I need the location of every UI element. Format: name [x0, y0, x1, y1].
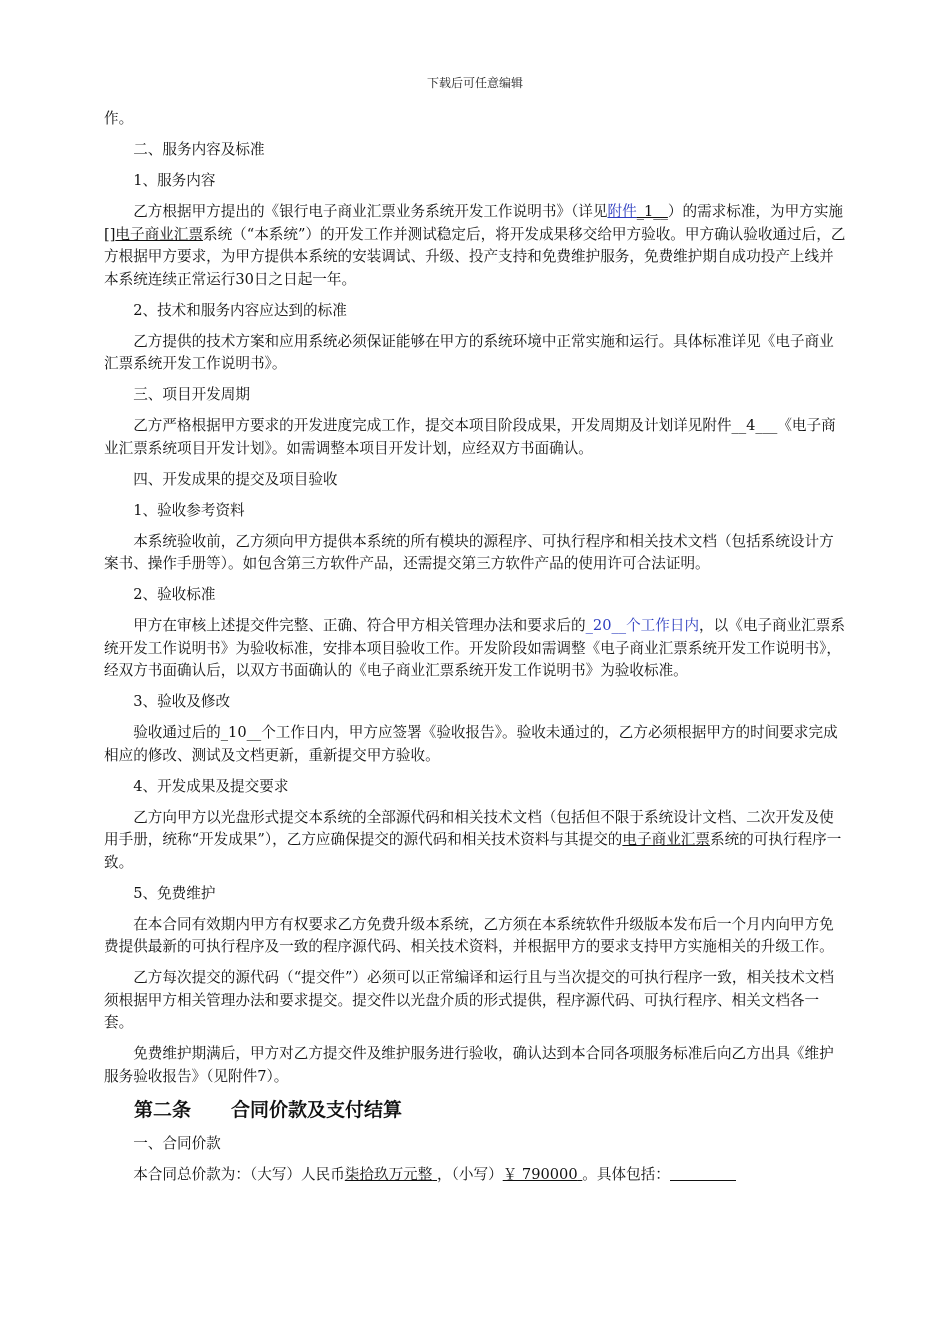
subheading-reference-materials: 1、验收参考资料	[133, 501, 245, 519]
paragraph-acceptance-modify: 验收通过后的_10__个工作日内，甲方应签署《验收报告》。验收未通过的，乙方必须根据甲方的时间要求完成相应的修改、测试及文档更新，重新提交甲方验收。	[104, 724, 838, 764]
paragraph-deliverables: 乙方向甲方以光盘形式提交本系统的全部源代码和相关技术文档（包括但不限于系统设计文档、二次开发及使用手册，统称“开发成果”），乙方应确保提交的源代码和相关技术资料与其提交的电子商业汇票系统的可执行程序一致。	[104, 808, 842, 871]
price-upper: 柒拾玖万元整	[344, 1165, 433, 1183]
paragraph-free-maintenance-3: 免费维护期满后，甲方对乙方提交件及维护服务进行验收，确认达到本合同各项服务标准后向乙方出具《维护服务验收报告》（见附件7）。	[104, 1045, 834, 1085]
section-heading-price: 一、合同价款	[133, 1134, 221, 1152]
paragraph-price: 本合同总价款为：（大写）人民币柒拾玖万元整 ，（小写）￥ 790000 。具体包括：	[104, 1164, 848, 1187]
document-body	[104, 108, 848, 1195]
section-heading-dev-period: 三、项目开发周期	[133, 386, 250, 403]
blank-line	[670, 1166, 736, 1181]
page-header: 下载后可任意编辑	[426, 76, 523, 90]
paragraph-continuation: 作。	[104, 110, 134, 127]
subheading-acceptance-modify: 3、验收及修改	[133, 693, 231, 710]
subheading-technical-standard: 2、技术和服务内容应达到的标准	[133, 301, 347, 319]
section-heading-services: 二、服务内容及标准	[133, 141, 265, 158]
paragraph-technical-standard: 乙方提供的技术方案和应用系统必须保证能够在甲方的系统环境中正常实施和运行。具体标准详见《电子商业汇票系统开发工作说明书》。	[104, 332, 834, 372]
article-heading	[134, 1097, 848, 1123]
subheading-service-content: 1、服务内容	[133, 172, 216, 189]
paragraph-dev-period: 乙方严格根据甲方要求的开发进度完成工作，提交本项目阶段成果，开发周期及计划详见附件__4___《电子商业汇票系统项目开发计划》。如需调整本项目开发计划，应经双方书面确认。	[104, 417, 836, 457]
price-lower: ￥ 790000	[502, 1165, 578, 1183]
subheading-acceptance-standard: 2、验收标准	[133, 586, 216, 603]
days-value: _20__个工作日内	[585, 617, 700, 634]
section-heading-acceptance: 四、开发成果的提交及项目验收	[133, 470, 338, 488]
paragraph-free-maintenance-2: 乙方每次提交的源代码（“提交件”）必须可以正常编译和运行且与当次提交的可执行程序一致，相关技术文档须根据甲方相关管理办法和要求提交。提交件以光盘介质的形式提供，程序源代码、可执行程序、相关文档各一套。	[104, 969, 835, 1031]
attachment-link[interactable]: 附件	[607, 203, 637, 220]
system-name: 电子商业汇票	[622, 831, 710, 848]
subheading-deliverables: 4、开发成果及提交要求	[133, 777, 289, 795]
paragraph-acceptance-standard: 甲方在审核上述提交件完整、正确、符合甲方相关管理办法和要求后的_20__个工作日内，以《电子商业汇票系统开发工作说明书》为验收标准，安排本项目验收工作。开发阶段如需调整《电子商业汇票系统开发工作说明书》，经双方书面确认后，以双方书面确认的《电子商业汇票系统开发工作说明书》为验收标准。	[104, 617, 845, 679]
subheading-free-maintenance: 5、免费维护	[133, 884, 216, 902]
article-title: 合同价款及支付结算	[231, 1098, 403, 1121]
article-number: 第二条	[134, 1098, 192, 1121]
paragraph-reference-materials: 本系统验收前，乙方须向甲方提供本系统的所有模块的源程序、可执行程序和相关技术文档（包括系统设计方案书、操作手册等）。如包含第三方软件产品，还需提交第三方软件产品的使用许可合法证明。	[104, 532, 834, 572]
paragraph-service-content: 乙方根据甲方提出的《银行电子商业汇票业务系统开发工作说明书》（详见附件_1__）的需求标准，为甲方实施[]电子商业汇票系统（“本系统”）的开发工作并测试稳定后，将开发成果移交给甲方验收。甲方确认验收通过后，乙方根据甲方要求，为甲方提供本系统的安装调试、升级、投产支持和免费维护服务，免费维护期自成功投产上线并本系统连续正常运行30日之日起一年。	[104, 203, 846, 288]
system-name: 电子商业汇票	[115, 225, 203, 243]
paragraph-free-maintenance-1: 在本合同有效期内甲方有权要求乙方免费升级本系统，乙方须在本系统软件升级版本发布后一个月内向甲方免费提供最新的可执行程序及一致的程序源代码、相关技术资料，并根据甲方的要求支持甲方实施相关的升级工作。	[104, 915, 834, 955]
